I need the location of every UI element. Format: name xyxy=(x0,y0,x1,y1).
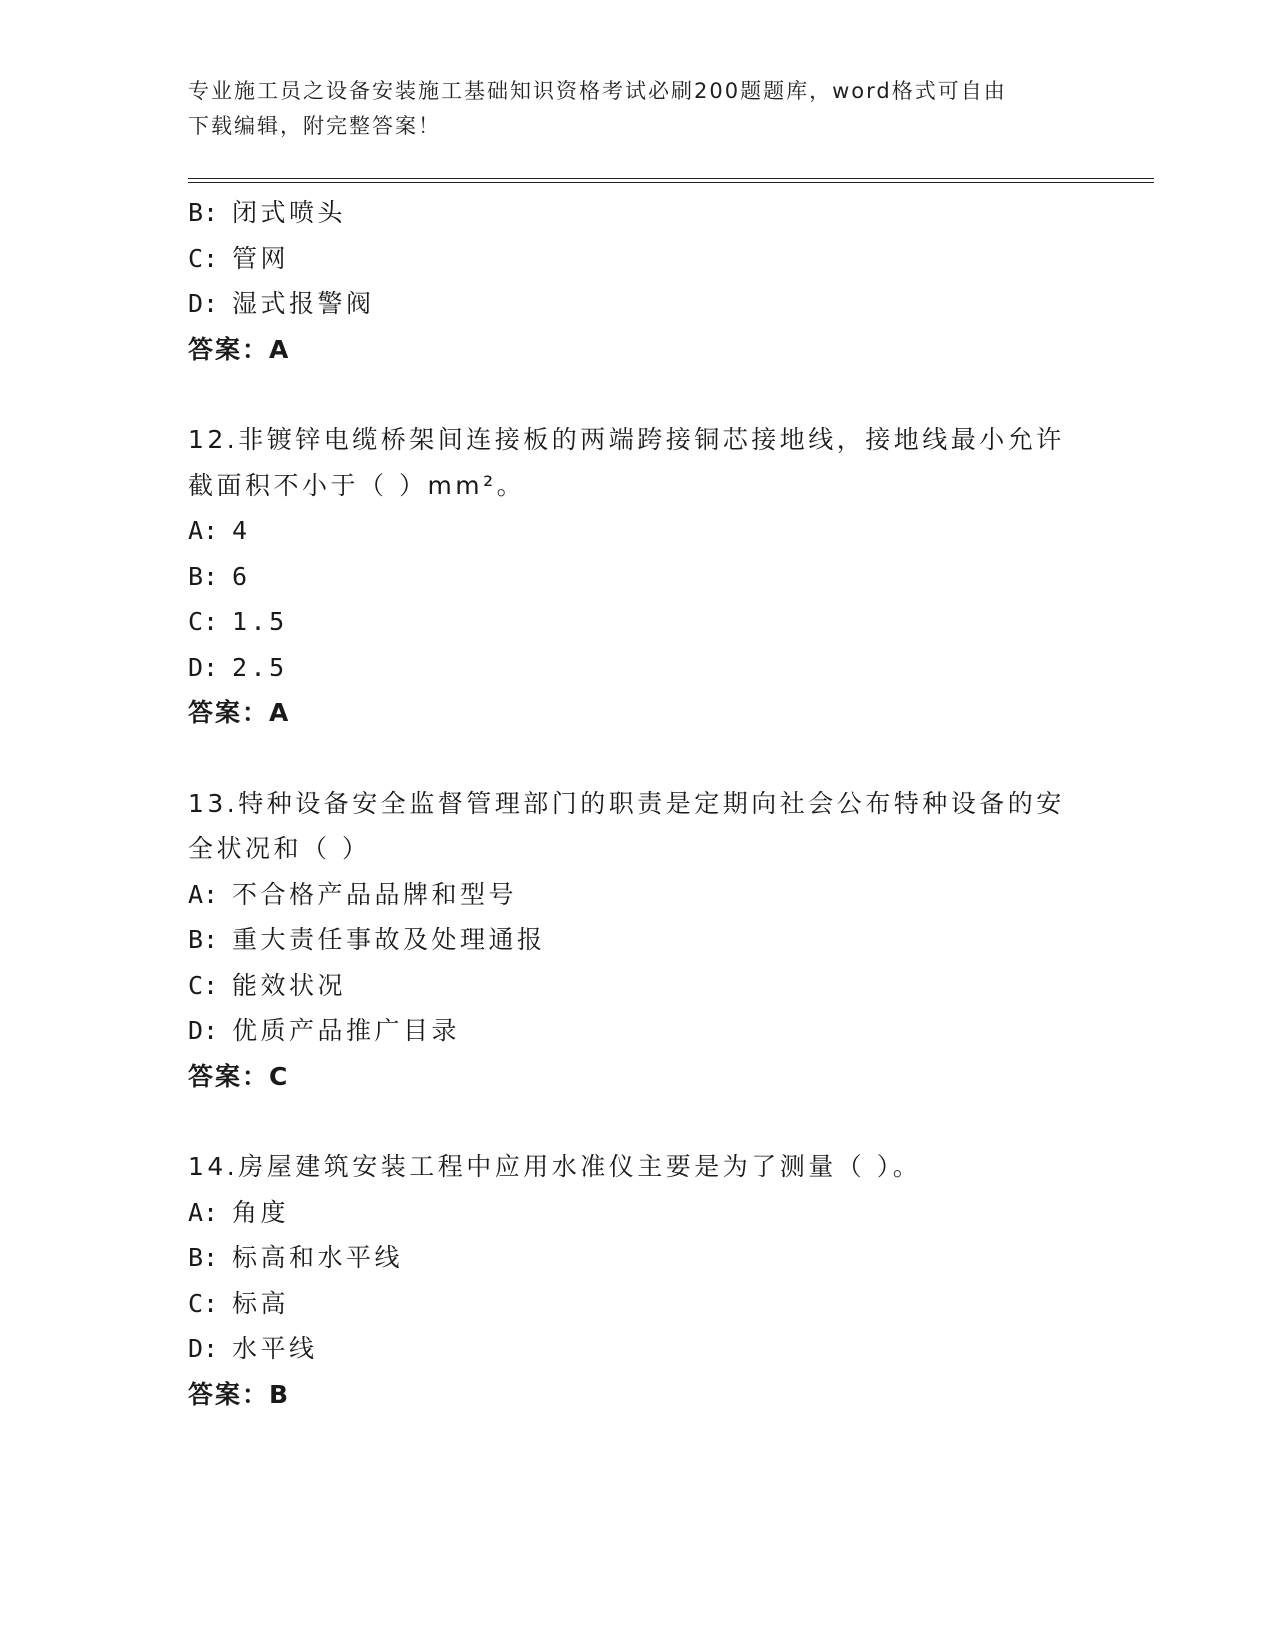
option-text: 水平线 xyxy=(232,1334,318,1363)
question-14 xyxy=(188,1144,1088,1417)
answer: 答案：A xyxy=(188,698,291,727)
option-text: 4 xyxy=(232,516,251,545)
option-label: A: xyxy=(188,879,219,909)
option-c xyxy=(188,599,1088,645)
option-label: D: xyxy=(188,1016,219,1045)
option-b xyxy=(188,554,1088,600)
question-stem-text: 14.房屋建筑安装工程中应用水准仪主要是为了测量（ ）。 xyxy=(188,1152,922,1181)
option-text: 闭式喷头 xyxy=(232,198,347,227)
option-c xyxy=(188,1281,1088,1327)
header-divider xyxy=(188,178,1154,183)
option-b xyxy=(188,1235,1088,1281)
answer: 答案：B xyxy=(188,1379,291,1409)
option-text: 管网 xyxy=(232,243,290,273)
option-text: 6 xyxy=(232,561,251,591)
question-stem-line-1 xyxy=(188,417,1088,463)
option-text: 优质产品推广目录 xyxy=(232,1016,461,1045)
question-stem-line-2 xyxy=(188,826,1088,872)
question-12 xyxy=(188,417,1088,736)
question-stem-text: 截面积不小于（ ）mm²。 xyxy=(188,470,526,500)
spacer xyxy=(188,372,1088,417)
page-header xyxy=(188,74,1068,144)
document-body xyxy=(188,190,1088,1417)
option-d xyxy=(188,1008,1088,1054)
option-label: B: xyxy=(188,1243,219,1272)
option-label: A: xyxy=(188,516,219,545)
option-label: D: xyxy=(188,289,219,318)
option-label: B: xyxy=(188,198,219,227)
option-label: B: xyxy=(188,925,219,954)
option-c xyxy=(188,963,1088,1009)
question-stem-text: 13.特种设备安全监督管理部门的职责是定期向社会公布特种设备的安 xyxy=(188,788,1065,818)
header-line-2: 下载编辑，附完整答案！ xyxy=(188,114,441,138)
option-text: 角度 xyxy=(232,1197,290,1227)
question-13 xyxy=(188,781,1088,1100)
spacer xyxy=(188,1099,1088,1144)
option-text: 能效状况 xyxy=(232,970,347,1000)
question-stem-line-1 xyxy=(188,1144,1088,1190)
option-d xyxy=(188,645,1088,691)
option-label: C: xyxy=(188,970,219,1000)
option-label: D: xyxy=(188,1334,219,1363)
option-text: 标高 xyxy=(232,1288,290,1318)
option-b xyxy=(188,190,1088,236)
header-line-1: 专业施工员之设备安装施工基础知识资格考试必刷200题题库，word格式可自由 xyxy=(188,79,1007,103)
option-text: 标高和水平线 xyxy=(232,1243,404,1272)
option-text: 不合格产品品牌和型号 xyxy=(232,879,518,909)
option-label: C: xyxy=(188,243,219,273)
option-label: C: xyxy=(188,607,219,636)
question-stem-line-2 xyxy=(188,463,1088,509)
option-d xyxy=(188,281,1088,327)
spacer xyxy=(188,736,1088,781)
option-a xyxy=(188,508,1088,554)
option-a xyxy=(188,1190,1088,1236)
option-c xyxy=(188,236,1088,282)
option-b xyxy=(188,917,1088,963)
option-a xyxy=(188,872,1088,918)
option-label: B: xyxy=(188,561,219,591)
option-label: C: xyxy=(188,1288,219,1318)
question-11-continued xyxy=(188,190,1088,372)
option-text: 1.5 xyxy=(232,607,288,636)
option-label: A: xyxy=(188,1197,219,1227)
question-stem-line-1 xyxy=(188,781,1088,827)
question-stem-text: 12.非镀锌电缆桥架间连接板的两端跨接铜芯接地线，接地线最小允许 xyxy=(188,425,1065,454)
answer: 答案：A xyxy=(188,334,291,364)
option-text: 重大责任事故及处理通报 xyxy=(232,925,546,954)
option-text: 2.5 xyxy=(232,652,288,682)
option-d xyxy=(188,1326,1088,1372)
option-label: D: xyxy=(188,652,219,682)
question-stem-text: 全状况和（ ） xyxy=(188,834,371,863)
option-text: 湿式报警阀 xyxy=(232,289,375,318)
answer: 答案：C xyxy=(188,1061,290,1091)
